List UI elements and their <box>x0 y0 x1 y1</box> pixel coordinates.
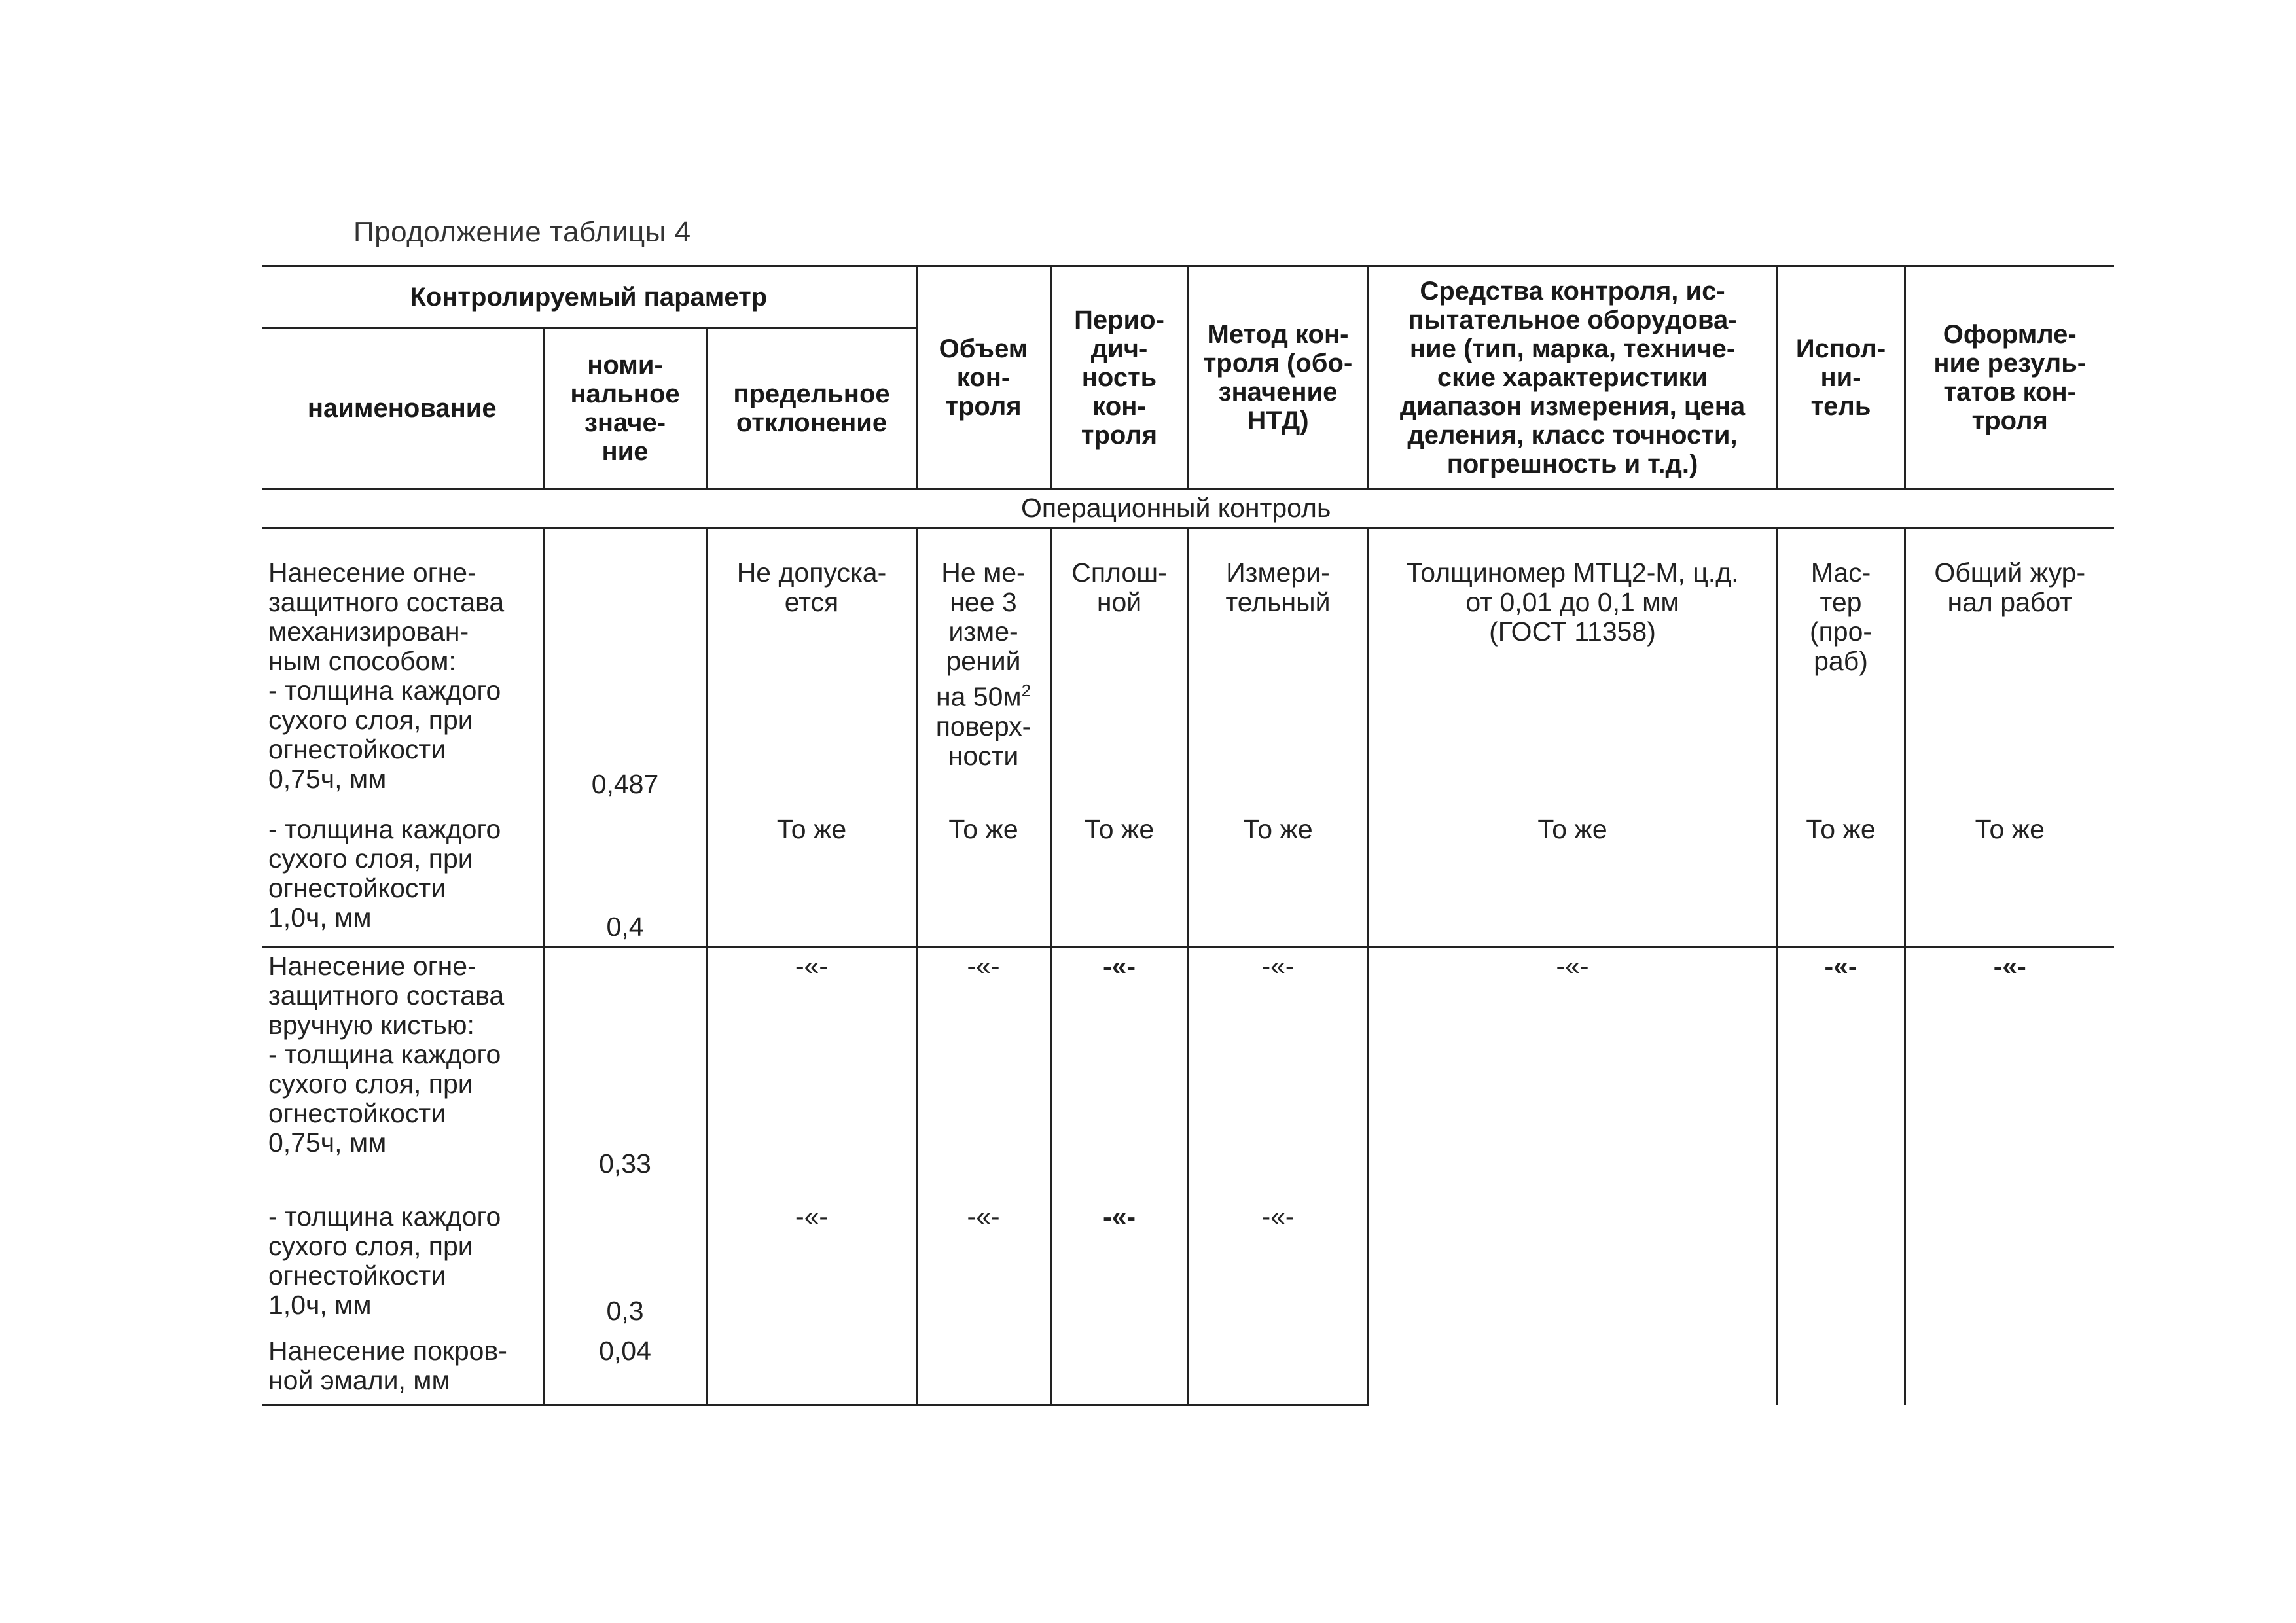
row-volume-text-2: поверх- ности <box>935 711 1031 771</box>
row-nominal-value: 0,33 <box>599 1148 651 1179</box>
row-volume-text: Не ме- нее 3 изме- рений на 50м <box>935 558 1026 712</box>
row-method: Измери- тельный <box>1188 528 1368 803</box>
row-volume: То же <box>916 803 1050 947</box>
row-deviation: -«- <box>707 947 916 1183</box>
row-executor: -«- <box>1777 947 1905 1183</box>
row-nominal-value: 0,4 <box>606 912 644 942</box>
row-nominal-value: 0,3 <box>606 1295 644 1326</box>
row-nominal-value: 0,04 <box>599 1335 651 1366</box>
row-deviation: То же <box>707 803 916 947</box>
row-method: То же <box>1188 803 1368 947</box>
row-period: То же <box>1050 803 1188 947</box>
row-volume: -«- <box>916 947 1050 1183</box>
row-volume <box>916 528 1050 803</box>
header-period: Перио- дич- ность кон- троля <box>1050 266 1188 489</box>
header-means: Средства контроля, ис- пытательное оборудова- ние (тип, марка, техниче- ские характеристики диапазон измерения, цена деления, класс точности, погрешность и т.д.) <box>1368 266 1777 489</box>
row-result <box>1905 1330 2114 1405</box>
row-name: - толщина каждого сухого слоя, при огнестойкости 1,0ч, мм <box>262 803 543 947</box>
row-executor <box>1777 1330 1905 1405</box>
header-name: наименование <box>307 394 497 423</box>
table-row <box>262 947 2114 1183</box>
row-period <box>1050 1330 1188 1405</box>
table-row <box>262 803 2114 947</box>
row-means <box>1368 1330 1777 1405</box>
header-result: Оформле- ние резуль- татов кон- троля <box>1905 266 2114 489</box>
row-deviation: -«- <box>707 1183 916 1330</box>
row-nominal-value: 0,487 <box>591 768 659 799</box>
row-executor <box>1777 1183 1905 1330</box>
row-name: Нанесение покров- ной эмали, мм <box>262 1330 543 1405</box>
row-result: Общий жур- нал работ <box>1905 528 2114 803</box>
row-volume-sup: 2 <box>1021 681 1031 700</box>
row-name: - толщина каждого сухого слоя, при огнестойкости 1,0ч, мм <box>268 1201 501 1320</box>
row-method: -«- <box>1188 947 1368 1183</box>
row-means: Толщиномер МТЦ2-М, ц.д. от 0,01 до 0,1 мм (ГОСТ 11358) <box>1368 528 1777 803</box>
table-row <box>262 1183 2114 1330</box>
table-caption: Продолжение таблицы 4 <box>353 216 691 248</box>
row-executor: То же <box>1777 803 1905 947</box>
row-result <box>1905 1183 2114 1330</box>
header-group-parameter: Контролируемый параметр <box>262 266 916 329</box>
row-name: Нанесение огне- защитного состава механизирован- ным способом: - толщина каждого сухого слоя, при огнестойкости 0,75ч, мм <box>268 558 505 794</box>
row-period: -«- <box>1050 947 1188 1183</box>
row-deviation <box>707 1330 916 1405</box>
row-nominal <box>543 803 707 947</box>
row-nominal <box>543 947 707 1183</box>
row-name: Нанесение огне- защитного состава вручную кистью: - толщина каждого сухого слоя, при огнестойкости 0,75ч, мм <box>268 951 505 1158</box>
row-result: То же <box>1905 803 2114 947</box>
header-volume: Объем кон- троля <box>916 266 1050 489</box>
section-title: Операционный контроль <box>262 489 2114 528</box>
control-table <box>262 265 2114 1406</box>
row-period: Сплош- ной <box>1050 528 1188 803</box>
row-nominal <box>543 1183 707 1330</box>
table-row <box>262 1330 2114 1405</box>
row-means <box>1368 1183 1777 1330</box>
row-executor: Мас- тер (про- раб) <box>1777 528 1905 803</box>
row-result: -«- <box>1905 947 2114 1183</box>
row-nominal <box>543 528 707 803</box>
row-method: -«- <box>1188 1183 1368 1330</box>
row-method <box>1188 1330 1368 1405</box>
header-deviation: предельное отклонение <box>707 329 916 489</box>
header-method: Метод кон- троля (обо- значение НТД) <box>1188 266 1368 489</box>
row-means: -«- <box>1368 947 1777 1183</box>
header-executor: Испол- ни- тель <box>1777 266 1905 489</box>
row-deviation: Не допуска- ется <box>707 528 916 803</box>
row-volume <box>916 1330 1050 1405</box>
table-row <box>262 528 2114 803</box>
row-period: -«- <box>1050 1183 1188 1330</box>
row-nominal <box>543 1330 707 1405</box>
header-nominal: номи- нальное значе- ние <box>543 329 707 489</box>
row-volume: -«- <box>916 1183 1050 1330</box>
row-means: То же <box>1368 803 1777 947</box>
